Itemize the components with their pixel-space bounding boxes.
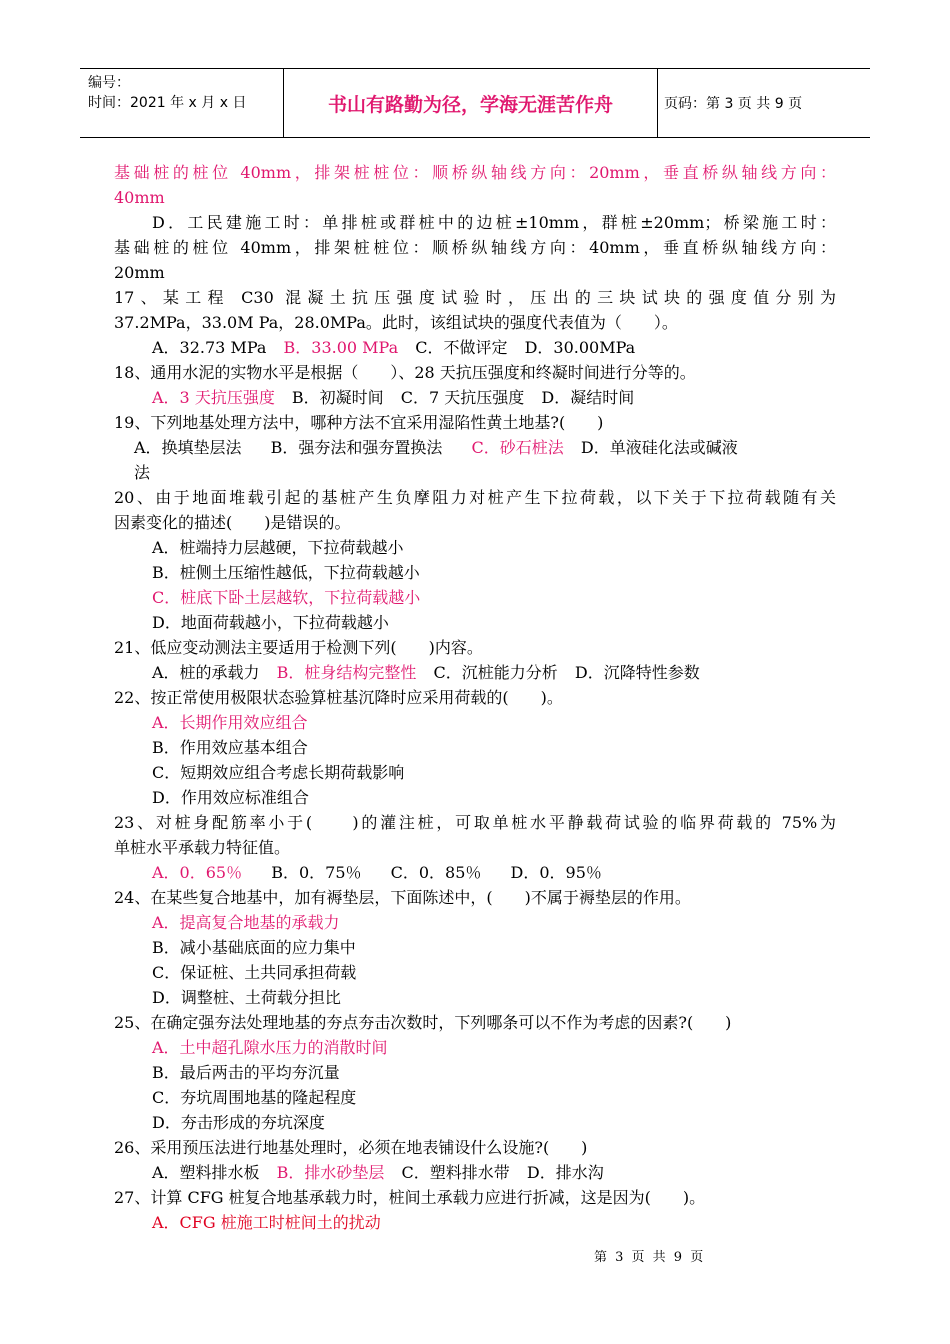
option: D．调整桩、土荷载分担比	[152, 988, 341, 1007]
option: B．初凝时间	[291, 388, 384, 407]
option: D．沉降特性参数	[574, 663, 700, 682]
text-line: D．工民建施工时：单排桩或群桩中的边桩±10mm，群桩±20mm；桥梁施工时：	[152, 213, 836, 232]
answer-option: C．桩底下卧土层越软，下拉荷载越小	[152, 588, 421, 607]
question-25: 25、在确定强夯法处理地基的夯点夯击次数时，下列哪条可以不作为考虑的因素?( )	[114, 1013, 732, 1032]
option: D．凝结时间	[541, 388, 635, 407]
options-q18	[114, 385, 836, 410]
header-motto: 书山有路勤为径，学海无涯苦作舟	[283, 69, 658, 137]
options-q23	[114, 860, 836, 885]
question-26: 26、采用预压法进行地基处理时，必须在地表铺设什么设施?( )	[114, 1138, 588, 1157]
options-q19	[114, 435, 836, 460]
question-21: 21、低应变动测法主要适用于检测下列( )内容。	[114, 638, 483, 657]
option: D．排水沟	[526, 1163, 604, 1182]
document-date-label: 时间：2021 年 x 月 x 日	[88, 95, 247, 111]
option: D．0．95％	[510, 863, 602, 882]
question-19: 19、下列地基处理方法中，哪种方法不宜采用湿陷性黄土地基?( )	[114, 413, 604, 432]
document-number-label: 编号：	[88, 75, 130, 91]
options-q17	[114, 335, 836, 360]
text-line: 37.2MPa，33.0M Pa，28.0MPa。此时，该组试块的强度代表值为（ ）。	[114, 313, 678, 332]
text-line: 基础桩的桩位 40mm，排架桩桩位：顺桥纵轴线方向：20mm，垂直桥纵轴线方向：	[114, 163, 836, 182]
option: B．0．75％	[271, 863, 362, 882]
option: C．沉桩能力分析	[433, 663, 558, 682]
answer-option: B．排水砂垫层	[276, 1163, 385, 1182]
question-24: 24、在某些复合地基中，加有褥垫层，下面陈述中，( )不属于褥垫层的作用。	[114, 888, 691, 907]
question-18: 18、通用水泥的实物水平是根据（ ）、28 天抗压强度和终凝时间进行分等的。	[114, 363, 696, 382]
answer-option: A．提高复合地基的承载力	[152, 913, 340, 932]
option: A．32.73 MPa	[152, 338, 267, 357]
option: D．作用效应标准组合	[152, 788, 309, 807]
answer-option: A．0．65％	[152, 863, 243, 882]
page-footer: 第 3 页 共 9 页	[594, 1250, 706, 1265]
option: D．30.00MPa	[524, 338, 636, 357]
answer-option: A．CFG 桩施工时桩间土的扰动	[152, 1213, 381, 1232]
option: B．强夯法和强夯置换法	[270, 438, 443, 457]
options-q21	[114, 660, 836, 685]
text-line: 单桩水平承载力特征值。	[114, 838, 291, 857]
option: A．换填垫层法	[134, 438, 242, 457]
header-page-label: 页码：第 3 页 共 9 页	[664, 96, 803, 112]
text-line: 基础桩的桩位 40mm，排架桩桩位：顺桥纵轴线方向：40mm，垂直桥纵轴线方向：	[114, 238, 836, 257]
option: D．夯击形成的夯坑深度	[152, 1113, 325, 1132]
text-line: 因素变化的描述( )是错误的。	[114, 513, 351, 532]
option: B．作用效应基本组合	[152, 738, 308, 757]
option: C．0．85％	[390, 863, 482, 882]
question-22: 22、按正常使用极限状态验算桩基沉降时应采用荷载的( )。	[114, 688, 563, 707]
text-line: 法	[134, 463, 151, 482]
option: A．桩的承载力	[152, 663, 260, 682]
header-meta	[88, 73, 246, 113]
question-23: 23、对桩身配筋率小于( )的灌注桩，可取单桩水平静载荷试验的临界荷载的 75%为	[114, 813, 836, 832]
option: D．地面荷载越小，下拉荷载越小	[152, 613, 389, 632]
option: C．塑料排水带	[401, 1163, 510, 1182]
option: A．桩端持力层越硬，下拉荷载越小	[152, 538, 404, 557]
text-line: 40mm	[114, 188, 165, 207]
option: C．7 天抗压强度	[400, 388, 525, 407]
answer-option: A．土中超孔隙水压力的消散时间	[152, 1038, 388, 1057]
option: C．保证桩、土共同承担荷载	[152, 963, 357, 982]
option: B．最后两击的平均夯沉量	[152, 1063, 340, 1082]
option: A．塑料排水板	[152, 1163, 260, 1182]
option: B．桩侧土压缩性越低，下拉荷载越小	[152, 563, 420, 582]
document-body	[114, 160, 836, 1235]
option: C．不做评定	[415, 338, 508, 357]
options-q26	[114, 1160, 836, 1185]
question-20: 20、由于地面堆载引起的基桩产生负摩阻力对桩产生下拉荷载，以下关于下拉荷载随有关	[114, 488, 836, 507]
option: B．减小基础底面的应力集中	[152, 938, 356, 957]
option: C．短期效应组合考虑长期荷载影响	[152, 763, 405, 782]
answer-option: A．长期作用效应组合	[152, 713, 308, 732]
text-line: 20mm	[114, 263, 165, 282]
answer-option: B．33.00 MPa	[283, 338, 399, 357]
option: D．单液硅化法或碱液	[580, 438, 738, 457]
option: C．夯坑周围地基的隆起程度	[152, 1088, 357, 1107]
answer-option: B．桩身结构完整性	[276, 663, 417, 682]
answer-option: C．砂石桩法	[471, 438, 564, 457]
question-27: 27、计算 CFG 桩复合地基承载力时，桩间土承载力应进行折减，这是因为( )。	[114, 1188, 706, 1207]
question-17: 17、某工程 C30 混凝土抗压强度试验时，压出的三块试块的强度值分别为	[114, 288, 836, 307]
page-header	[80, 68, 870, 138]
answer-option: A．3 天抗压强度	[152, 388, 275, 407]
